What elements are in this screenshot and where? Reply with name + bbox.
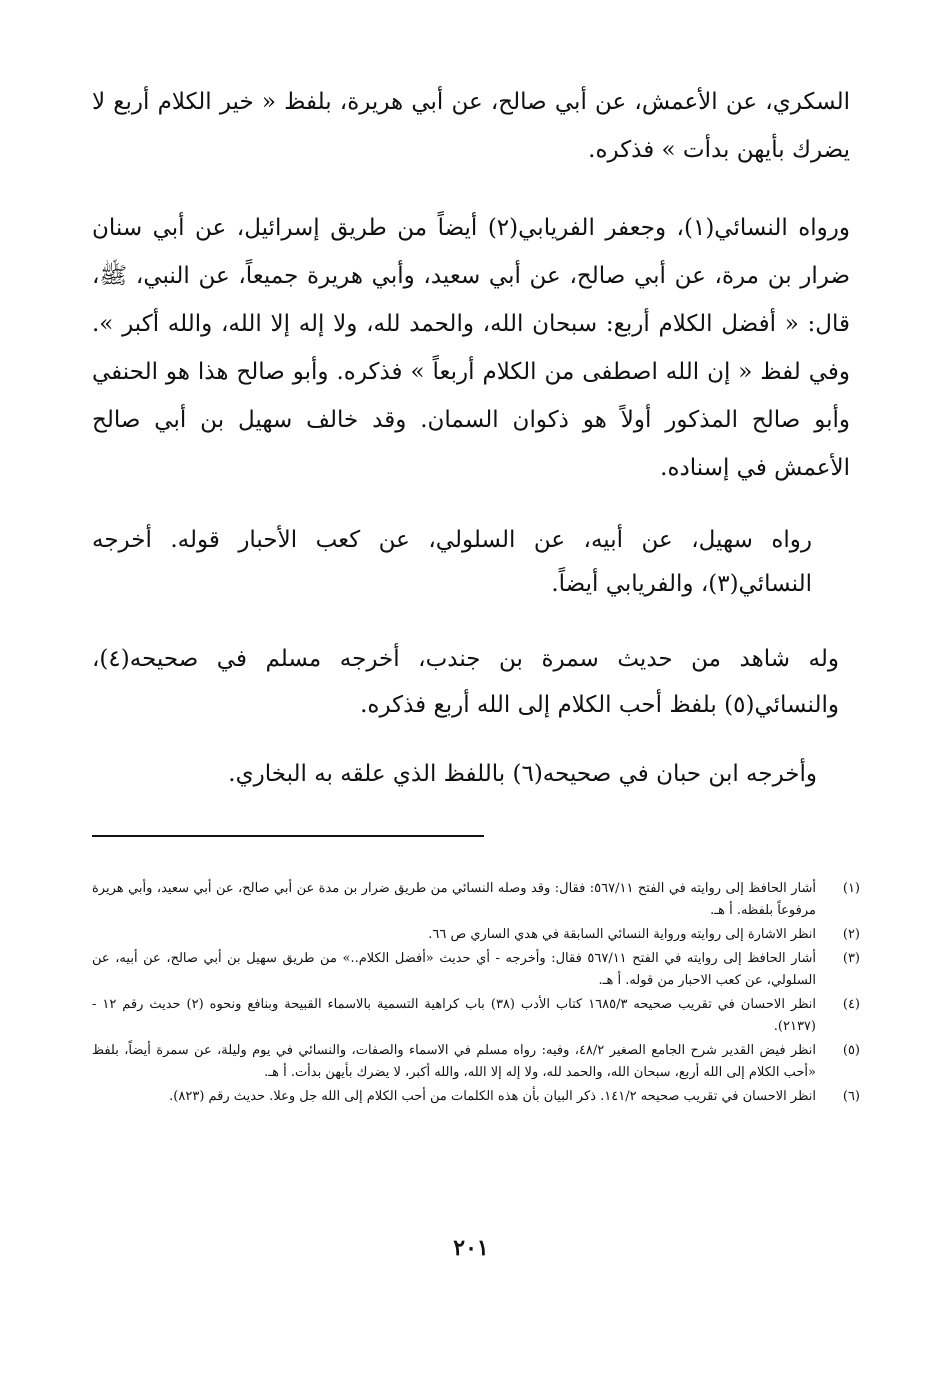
footnote-text: انظر فيض القدير شرح الجامع الصغير ٤٨/٢، وفيه: رواه مسلم في الاسماء والصفات، والنسائي في يوم وليلة، عن سمرة أيضاً، بلفظ «أحب الكلام إلى الله أربع، سبحان الله، والحمد لله، ولا إله إلا الله، والله أكبر، لا يضرك بأيهن بدأت. أ هـ. <box>92 1043 816 1080</box>
paragraph-text: وأخرجه ابن حبان في صحيحه(٦) باللفظ الذي علقه به البخاري. <box>228 761 817 787</box>
footnote-text: انظر الاحسان في تقريب صحيحه ١٦٨٥/٣ كتاب الأدب (٣٨) باب كراهية التسمية بالاسماء القبيحة وبنافع ونحوه (٢) حديث رقم ١٢ - (٢١٣٧). <box>92 997 816 1034</box>
footnote-item <box>92 1040 860 1084</box>
footnote-item <box>92 1086 860 1108</box>
footnote-number: (٢) <box>842 927 860 942</box>
footnote-number: (١) <box>842 881 860 896</box>
page-number: ٢٠١ <box>453 1235 489 1261</box>
body-paragraph <box>92 750 817 798</box>
paragraph-text: وله شاهد من حديث سمرة بن جندب، أخرجه مسلم في صحيحه(٤)، والنسائي(٥) بلفظ أحب الكلام إلى الله أربع فذكره. <box>92 646 839 718</box>
footnote-divider <box>92 835 484 837</box>
paragraph-text: السكري، عن الأعمش، عن أبي صالح، عن أبي هريرة، بلفظ « خير الكلام أربع لا يضرك بأيهن بدأت » فذكره. <box>92 89 850 163</box>
body-paragraph <box>92 78 850 174</box>
paragraph-text: ورواه النسائي(١)، وجعفر الفريابي(٢) أيضاً من طريق إسرائيل، عن أبي سنان ضرار بن مرة، عن أبي صالح، عن أبي سعيد، وأبي هريرة جميعاً، عن النبي، ﷺ، قال: « أفضل الكلام أربع: سبحان الله، والحمد لله، ولا إله إلا الله، والله أكبر ». وفي لفظ « إن الله اصطفى من الكلام أربعاً » فذكره. وأبو صالح هذا هو الحنفي وأبو صالح المذكور أولاً هو ذكوان السمان. وقد خالف سهيل بن أبي صالح الأعمش في إسناده. <box>92 215 850 481</box>
footnote-item <box>92 948 860 992</box>
footnote-number: (٦) <box>842 1089 860 1104</box>
footnote-text: أشار الحافظ إلى روايته في الفتح ٥٦٧/١١: فقال: وقد وصله النسائي من طريق ضرار بن مدة عن أبي صالح، عن أبي سعيد، وأبي هريرة مرفوعاً بلفظه. أ هـ. <box>92 881 816 918</box>
body-paragraph <box>92 204 850 492</box>
footnote-item <box>92 994 860 1038</box>
footnote-text: انظر الاشارة إلى روايته ورواية النسائي السابقة في هدي الساري ص ٦٦. <box>428 927 816 942</box>
body-paragraph <box>92 518 812 606</box>
footnote-item <box>92 924 860 946</box>
paragraph-text: رواه سهيل، عن أبيه، عن السلولي، عن كعب الأحبار قوله. أخرجه النسائي(٣)، والفريابي أيضاً. <box>92 527 812 597</box>
footnotes-section <box>92 878 860 1110</box>
footnote-item <box>92 878 860 922</box>
footnote-text: انظر الاحسان في تقريب صحيحه ١٤١/٢. ذكر البيان بأن هذه الكلمات من أحب الكلام إلى الله جل وعلا. حديث رقم (٨٢٣). <box>169 1089 816 1104</box>
footnote-number: (٣) <box>842 951 860 966</box>
footnote-text: أشار الحافظ إلى روايته في الفتح ٥٦٧/١١ فقال: وأخرجه - أي حديث «أفضل الكلام..» من طريق سهيل بن أبي صالح، عن أبيه، عن السلولي، عن كعب الاحبار من قوله. أ هـ. <box>92 951 816 988</box>
body-paragraph <box>92 636 839 728</box>
footnote-number: (٥) <box>842 1043 860 1058</box>
footnote-number: (٤) <box>842 997 860 1012</box>
